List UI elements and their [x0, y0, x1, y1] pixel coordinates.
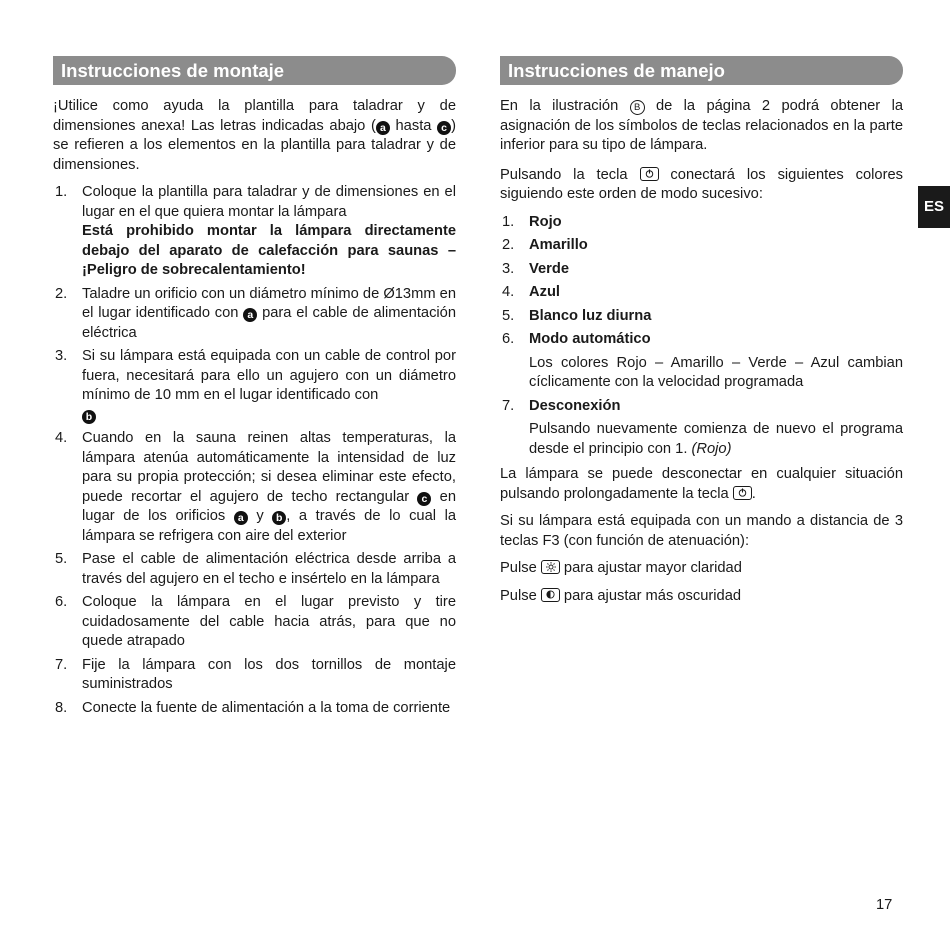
step-number: 4. [55, 430, 68, 446]
list-item [53, 656, 456, 695]
list-item [53, 593, 456, 652]
step-4-text-4: , a través de lo cual la lámpara se refrigera con aire del exterior [82, 508, 456, 544]
marker-b-icon: b [82, 410, 96, 424]
circled-letter-b-icon: B [630, 100, 645, 115]
mode-text [529, 283, 903, 303]
marker-a-icon: a [376, 121, 390, 135]
intro-text-3: ) se refieren a los elementos en la plantilla para taladrar y de dimensiones. [53, 117, 456, 173]
mode-text [529, 397, 903, 460]
p6-text-1: Pulse [500, 587, 541, 604]
step-4-text-1: Cuando en la sauna reinen altas temperaturas, la lámpara atenúa automáticamente la intensidad de luz para su propia protección; si desea eliminar este efecto, puede recortar el agujero de techo rectangular [82, 430, 456, 505]
mode-label: Verde [529, 260, 570, 277]
p5-text-2: para ajustar mayor claridad [559, 560, 742, 576]
p3-text-1: La lámpara se puede desconectar en cualquier situación pulsando prolongadamente la tecla [500, 466, 903, 502]
step-4-text-2: en lugar de los orificios [82, 488, 456, 524]
list-item [500, 330, 903, 393]
intro-text-1: ¡Utilice como ayuda la plantilla para taladrar y de dimensiones anexa! Las letras indicadas abajo ( [53, 98, 456, 134]
mode-text [529, 307, 903, 327]
step-number: 8. [55, 699, 68, 716]
color-modes-list [500, 213, 903, 460]
list-item [500, 213, 903, 233]
mounting-steps-list [53, 183, 456, 718]
mode-number: 3. [502, 260, 515, 277]
step-text [82, 285, 456, 344]
left-column [53, 56, 456, 722]
sun-key-icon [541, 560, 560, 574]
section-header-manejo: Instrucciones de manejo [500, 56, 903, 85]
mode-text [529, 260, 903, 280]
long-press-off-paragraph [500, 465, 903, 504]
mode-number: 7. [502, 397, 515, 414]
step-1-text: Coloque la plantilla para taladrar y de dimensiones en el lugar en el que quiera montar la lámpara [82, 184, 456, 220]
step-text [82, 347, 456, 425]
step-text [82, 183, 456, 281]
marker-c-icon: c [437, 121, 451, 135]
power-cycle-key-icon [733, 486, 752, 500]
intro-paragraph [53, 97, 456, 175]
mode-label: Blanco luz diurna [529, 307, 652, 324]
page-number: 17 [876, 897, 893, 913]
step-number: 1. [55, 184, 68, 200]
step-3-text-1: Si su lámpara está equipada con un cable de control por fuera, necesitará para ello un agujero con un diámetro mínimo de 10 mm en el lugar identificado con [82, 348, 456, 403]
step-text [82, 429, 456, 546]
step-number: 5. [55, 551, 68, 567]
step-4-text-3: y [247, 508, 273, 524]
mode-description-text: Pulsando nuevamente comienza de nuevo el programa desde el principio con 1. [529, 421, 903, 457]
step-text: Fije la lámpara con los dos tornillos de montaje suministrados [82, 656, 456, 692]
list-item [53, 347, 456, 425]
p3-text-2: . [751, 485, 756, 502]
right-column [500, 56, 903, 614]
p6-text-2: para ajustar más oscuridad [559, 587, 742, 604]
mode-number: 4. [502, 284, 515, 300]
brighter-paragraph [500, 559, 903, 579]
mode-label: Azul [529, 284, 561, 300]
p5-text-1: Pulse [500, 560, 541, 576]
p2-text-1: Pulsando la tecla [500, 166, 640, 183]
illustration-reference-paragraph [500, 97, 903, 156]
mode-description [529, 420, 903, 459]
list-item [500, 260, 903, 280]
list-item [53, 183, 456, 281]
list-item [500, 236, 903, 256]
step-2-text-1: Taladre un orificio con un diámetro mínimo de Ø13mm en el lugar identificado con [82, 285, 456, 321]
mode-label: Rojo [529, 213, 562, 230]
darker-paragraph [500, 587, 903, 607]
mode-number: 5. [502, 307, 515, 324]
marker-c-icon: c [417, 492, 431, 506]
list-item [500, 307, 903, 327]
mode-description: Los colores Rojo – Amarillo – Verde – Azul cambian cíclicamente con la velocidad programada [529, 354, 903, 390]
mode-number: 2. [502, 237, 515, 253]
p1-text-1: En la ilustración [500, 98, 630, 114]
mode-description-italic: (Rojo) [691, 440, 732, 457]
step-2-text-2: para el cable de alimentación eléctrica [82, 305, 457, 341]
step-number: 6. [55, 594, 68, 610]
power-cycle-key-icon [640, 167, 659, 181]
mode-label: Amarillo [529, 237, 588, 253]
step-number: 7. [55, 656, 68, 673]
half-moon-key-icon [541, 588, 560, 602]
marker-b-icon: b [272, 511, 286, 525]
overheat-warning: Está prohibido montar la lámpara directamente debajo del aparato de calefacción para saunas – ¡Peligro de sobrecalentamiento! [82, 223, 456, 278]
mode-label: Modo automático [529, 331, 651, 347]
color-sequence-intro [500, 166, 903, 205]
intro-text-2: hasta [389, 117, 438, 134]
marker-a-icon: a [243, 308, 257, 322]
section-header-montaje: Instrucciones de montaje [53, 56, 456, 85]
mode-text [529, 330, 903, 393]
list-item [53, 550, 456, 589]
p1-text-2: de la página 2 podrá obtener la asignación de los símbolos de teclas relacionados en la parte inferior para su tipo de lámpara. [500, 98, 903, 153]
step-number: 3. [55, 348, 68, 364]
step-text: Coloque la lámpara en el lugar previsto y tire cuidadosamente del cable hacia atrás, para que no quede atrapado [82, 594, 456, 649]
mode-label: Desconexión [529, 397, 621, 414]
mode-number: 1. [502, 213, 515, 230]
mode-text [529, 213, 903, 233]
step-number: 2. [55, 285, 68, 302]
remote-control-paragraph: Si su lámpara está equipada con un mando a distancia de 3 teclas F3 (con función de atenuación): [500, 513, 903, 549]
list-item [500, 397, 903, 460]
mode-text [529, 236, 903, 256]
step-text: Conecte la fuente de alimentación a la toma de corriente [82, 699, 451, 716]
step-text: Pase el cable de alimentación eléctrica desde arriba a través del agujero en el techo e insértelo en la lámpara [82, 551, 456, 587]
marker-a-icon: a [234, 511, 248, 525]
p2-text-2: conectará los siguientes colores siguiendo este orden de modo sucesivo: [500, 166, 903, 202]
list-item [500, 283, 903, 303]
mode-number: 6. [502, 331, 515, 347]
list-item [53, 429, 456, 546]
language-tab: ES [918, 186, 950, 228]
list-item [53, 285, 456, 344]
list-item [53, 699, 456, 719]
